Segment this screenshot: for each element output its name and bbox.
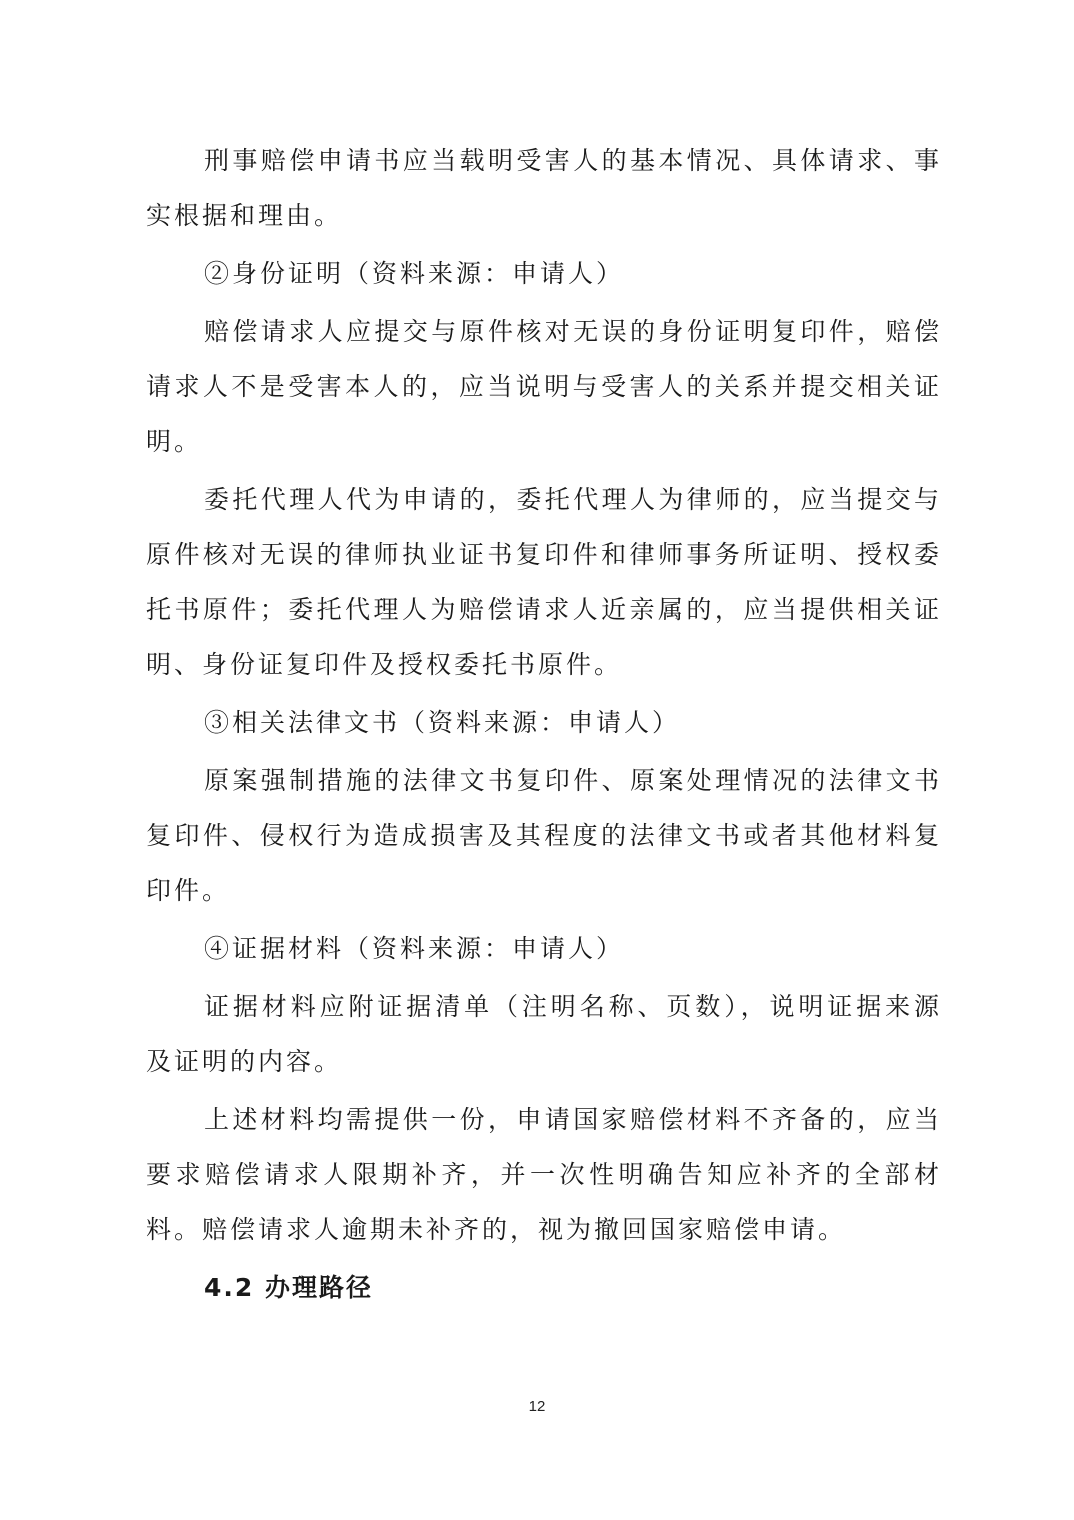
item-legal-documents-heading: ③相关法律文书（资料来源：申请人）	[204, 708, 681, 737]
paragraph-claim-form-contents: 刑事赔偿申请书应当载明受害人的基本情况、具体请求、事实根据和理由。	[146, 146, 942, 230]
paragraph-evidence: 证据材料应附证据清单（注明名称、页数），说明证据来源及证明的内容。	[146, 992, 942, 1076]
item-evidence-heading: ④证据材料（资料来源：申请人）	[204, 934, 625, 963]
paragraph-legal-documents: 原案强制措施的法律文书复印件、原案处理情况的法律文书复印件、侵权行为造成损害及其程度的法律文书或者其他材料复印件。	[146, 766, 942, 905]
paragraph-agent-application: 委托代理人代为申请的，委托代理人为律师的，应当提交与原件核对无误的律师执业证书复印件和律师事务所证明、授权委托书原件；委托代理人为赔偿请求人近亲属的，应当提供相关证明、身份证复印件及授权委托书原件。	[146, 485, 942, 679]
paragraph-identity-proof: 赔偿请求人应提交与原件核对无误的身份证明复印件，赔偿请求人不是受害本人的，应当说明与受害人的关系并提交相关证明。	[146, 317, 942, 456]
paragraph-materials-requirement: 上述材料均需提供一份，申请国家赔偿材料不齐备的，应当要求赔偿请求人限期补齐，并一次性明确告知应补齐的全部材料。赔偿请求人逾期未补齐的，视为撤回国家赔偿申请。	[146, 1105, 942, 1244]
page-number: 12	[528, 1398, 546, 1415]
document-body	[146, 133, 942, 1316]
section-heading: 4.2 办理路径	[204, 1273, 373, 1302]
item-identity-proof-heading: ②身份证明（资料来源：申请人）	[204, 259, 625, 288]
